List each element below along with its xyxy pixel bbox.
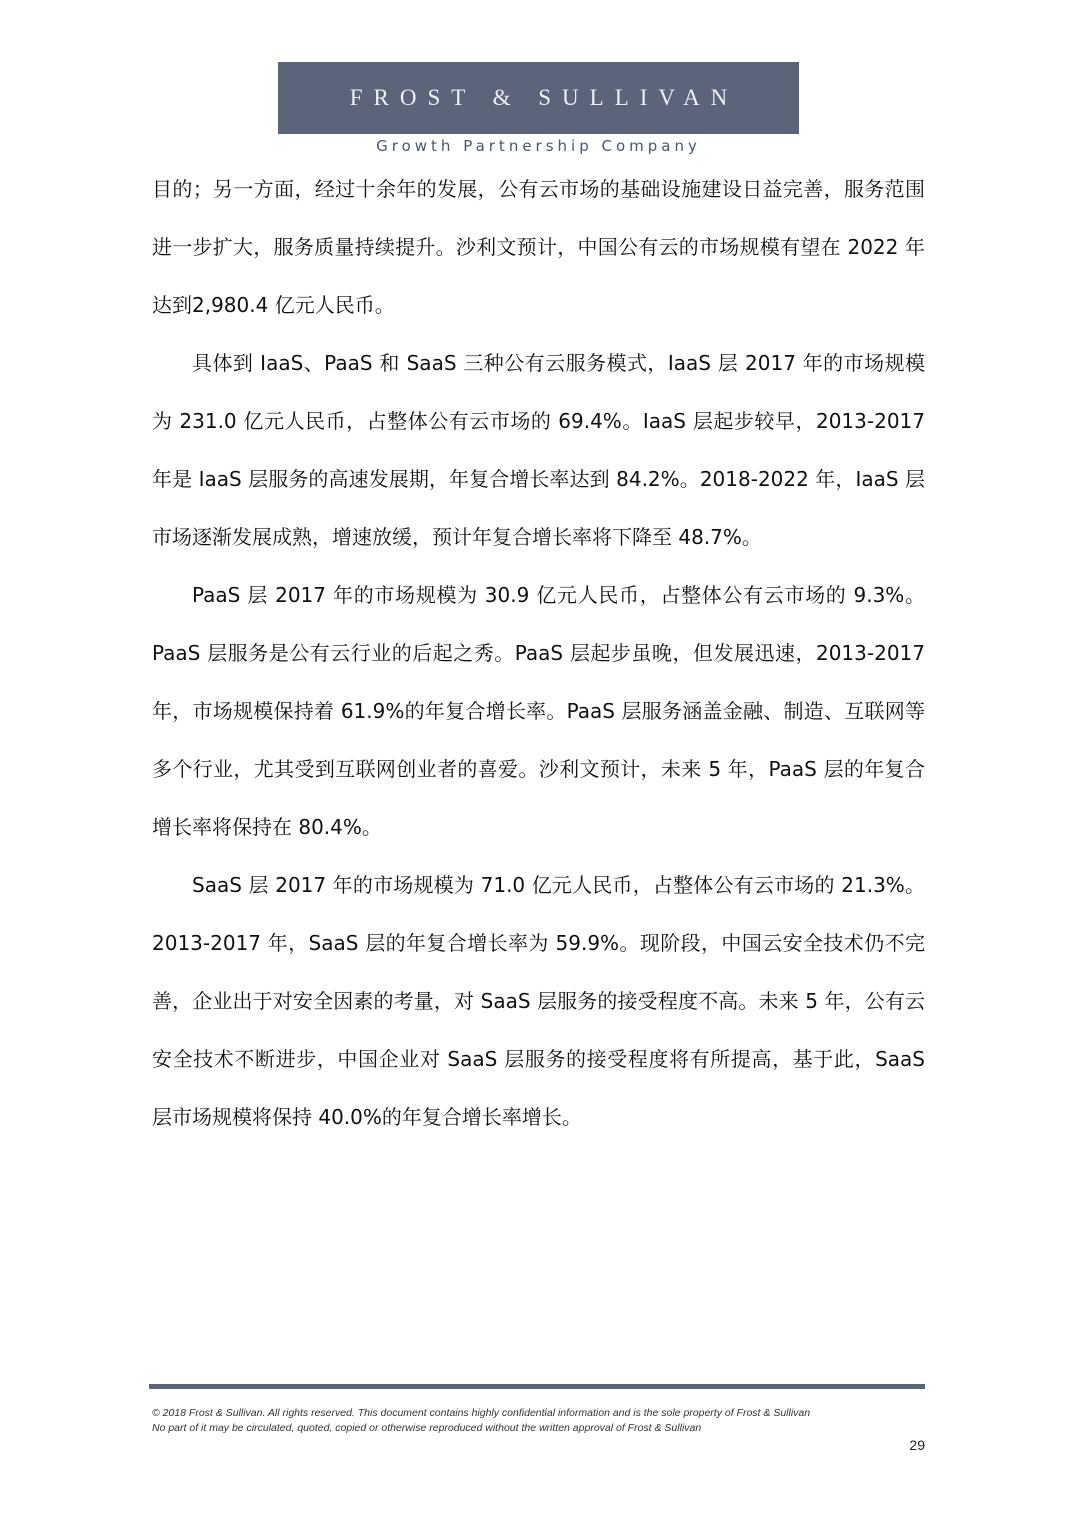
- paragraph-continuation: 目的；另一方面，经过十余年的发展，公有云市场的基础设施建设日益完善，服务范围进一步扩大，服务质量持续提升。沙利文预计，中国公有云的市场规模有望在 2022 年达到2,980.4 亿元人民币。: [152, 177, 925, 317]
- copyright-line-2: No part of it may be circulated, quoted, copied or otherwise reproduced without the written approval of Frost & Sullivan: [152, 1422, 702, 1434]
- footer-copyright: [152, 1406, 925, 1436]
- paragraph-saas: SaaS 层 2017 年的市场规模为 71.0 亿元人民币，占整体公有云市场的 21.3%。2013-2017 年，SaaS 层的年复合增长率为 59.9%。现阶段，中国云安全技术仍不完善，企业出于对安全因素的考量，对 SaaS 层服务的接受程度不高。未来 5 年，公有云安全技术不断进步，中国企业对 SaaS 层服务的接受程度将有所提高，基于此，SaaS 层市场规模将保持 40.0%的年复合增长率增长。: [152, 873, 925, 1129]
- page-number: 29: [909, 1437, 925, 1453]
- company-logo: [278, 62, 799, 134]
- body-text: [152, 160, 925, 1146]
- footer-divider: [149, 1384, 925, 1389]
- paragraph-iaas: 具体到 IaaS、PaaS 和 SaaS 三种公有云服务模式，IaaS 层 2017 年的市场规模为 231.0 亿元人民币，占整体公有云市场的 69.4%。IaaS 层起步较早，2013-2017 年是 IaaS 层服务的高速发展期，年复合增长率达到 84.2%。2018-2022 年，IaaS 层市场逐渐发展成熟，增速放缓，预计年复合增长率将下降至 48.7%。: [152, 351, 925, 549]
- logo-text: FROST & SULLIVAN: [349, 85, 739, 110]
- company-tagline: Growth Partnership Company: [376, 137, 701, 155]
- copyright-line-1: © 2018 Frost & Sullivan. All rights reserved. This document contains highly confidential information and is the sole property of Frost & Sullivan: [152, 1407, 811, 1419]
- paragraph-paas: PaaS 层 2017 年的市场规模为 30.9 亿元人民币，占整体公有云市场的 9.3%。PaaS 层服务是公有云行业的后起之秀。PaaS 层起步虽晚，但发展迅速，2013-2017 年，市场规模保持着 61.9%的年复合增长率。PaaS 层服务涵盖金融、制造、互联网等多个行业，尤其受到互联网创业者的喜爱。沙利文预计，未来 5 年，PaaS 层的年复合增长率将保持在 80.4%。: [152, 583, 925, 839]
